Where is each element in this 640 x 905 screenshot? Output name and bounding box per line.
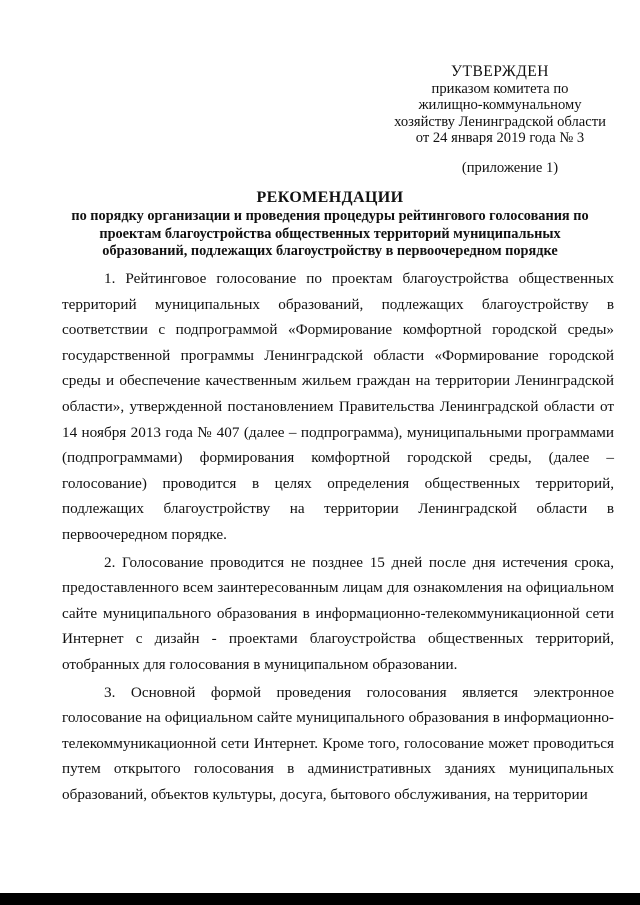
paragraph-3: 3. Основной формой проведения голосования является электронное голосование на официальном сайте муниципального образования в информационно-телекоммуникационной сети Интернет. Кроме того, голосование может проводиться путем открытого голосования в административных зданиях муниципальных образований, объектов культуры, досуга, бытового обслуживания, на территории [62, 683, 614, 803]
approval-line: жилищно-коммунальному [418, 97, 582, 113]
approval-line: хозяйству Ленинградской области [394, 113, 606, 130]
document-body [62, 266, 614, 807]
title-main: РЕКОМЕНДАЦИИ [256, 189, 404, 206]
approval-heading: УТВЕРЖДЕН [451, 63, 549, 80]
approval-line: приказом комитета по [431, 80, 569, 97]
paragraph-1: 1. Рейтинговое голосование по проектам благоустройства общественных территорий муниципальных образований, подлежащих благоустройству в соответствии с подпрограммой «Формирование комфортной городской среды» государственной программы Ленинградской области «Формирование городской среды и обеспечение качественным жильем граждан на территории Ленинградской области», утвержденной постановлением Правительства Ленинградской области от 14 ноября 2013 года № 407 (далее – подпрограмма), муниципальными программами (подпрограммами) формирования комфортной городской среды, (далее – голосование) проводится в целях определения общественных территорий, подлежащих благоустройству на территории Ленинградской области в первоочередном порядке. [62, 270, 614, 543]
approval-stamp [380, 64, 620, 147]
paragraph-2: 2. Голосование проводится не позднее 15 дней после дня истечения срока, предоставленного всем заинтересованным лицам для ознакомления на официальном сайте муниципального образования в информационно-телекоммуникационной сети Интернет с дизайн - проектами благоустройства общественных территорий, отобранных для голосования в муниципальном образовании. [62, 553, 614, 673]
annex-label: (приложение 1) [461, 160, 559, 176]
scan-edge-bar [0, 893, 640, 905]
approval-line: от 24 января 2019 года № 3 [415, 130, 585, 146]
title-subtitle: по порядку организации и проведения процедуры рейтингового голосования по проектам благоустройства общественных территорий муниципальных образований, подлежащих благоустройству в первоочередном порядке [71, 208, 589, 259]
document-title [60, 188, 600, 261]
